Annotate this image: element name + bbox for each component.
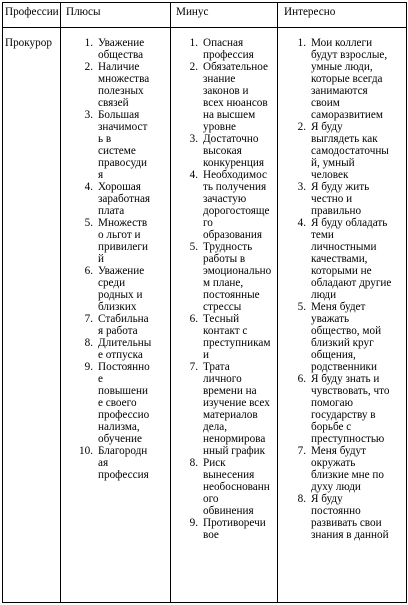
list-item-text: [311, 181, 406, 217]
list-item-line: эмоционально: [203, 265, 272, 277]
list-item-line: выглядеть как: [311, 133, 378, 145]
list-item-number: 6.: [189, 313, 198, 325]
list-item-line: дела,: [203, 421, 228, 433]
list-item-line: близкий круг: [311, 337, 374, 349]
list-item-line: привилеги: [98, 241, 148, 253]
list-item-number: 7.: [297, 445, 306, 457]
list-item-text: [98, 265, 170, 313]
list-item: [278, 217, 406, 301]
list-item-number: 8.: [189, 457, 198, 469]
professions-table: [2, 2, 407, 603]
list-item-line: е отпуска: [98, 349, 143, 361]
list-item-line: множества: [98, 73, 150, 85]
list-item-line: я: [98, 169, 104, 181]
list-item: [278, 373, 406, 445]
list-item-line: государству в: [311, 409, 376, 421]
list-item-line: Уважение: [98, 265, 145, 277]
list-item: [171, 61, 277, 133]
plus-list: [61, 37, 170, 481]
list-item-number: 6.: [84, 265, 93, 277]
list-item-text: [311, 445, 406, 493]
list-item-line: е своего: [98, 397, 137, 409]
list-item-line: Опасная: [203, 37, 244, 49]
list-item: [61, 337, 170, 361]
list-item-line: уровне: [203, 121, 237, 133]
list-item-number: 2.: [297, 121, 306, 133]
list-item-number: 10.: [79, 445, 93, 457]
list-item: [61, 37, 170, 61]
list-item-text: [98, 61, 170, 109]
list-item-line: вое: [203, 529, 219, 541]
list-item-line: необоснованн: [203, 481, 270, 493]
list-item: [171, 361, 277, 457]
list-item-line: Достаточно: [203, 133, 259, 145]
list-item-line: Стабильна: [98, 313, 149, 325]
list-item-text: [311, 217, 406, 301]
list-item: [278, 121, 406, 181]
list-item-line: родственники: [311, 361, 377, 373]
list-item-line: обладают другие: [311, 277, 392, 289]
list-item: [61, 361, 170, 445]
list-item-text: [203, 457, 277, 517]
list-item-line: дорогостояще: [203, 205, 270, 217]
list-item-line: будут взрослые,: [311, 49, 388, 61]
list-item-line: уважать: [311, 313, 350, 325]
list-item-text: [311, 373, 406, 445]
list-item-line: й, умный: [311, 157, 355, 169]
list-item-line: постоянные: [203, 289, 260, 301]
list-item-line: человек: [311, 169, 349, 181]
list-item-line: й: [98, 253, 104, 265]
list-item-line: общества: [98, 49, 144, 61]
list-item-text: [203, 37, 277, 61]
list-item-line: ненормирова: [203, 433, 266, 445]
list-item-line: материалов: [203, 409, 258, 421]
list-item-line: честно и: [311, 193, 353, 205]
list-item-line: системе: [98, 145, 136, 157]
list-item-number: 5.: [189, 241, 198, 253]
header-minus: Минус: [171, 3, 278, 28]
list-item-line: я работа: [98, 325, 138, 337]
list-item-line: Я буду: [311, 493, 343, 505]
list-item-line: Меня будут: [311, 445, 367, 457]
list-item-line: люди: [311, 289, 337, 301]
list-item-line: полезных: [98, 85, 144, 97]
list-item-line: умные люди,: [311, 61, 373, 73]
list-item-number: 1.: [189, 37, 198, 49]
list-item: [61, 265, 170, 313]
list-item-line: Необходимос: [203, 169, 267, 181]
list-item-line: личностными: [311, 241, 377, 253]
list-item-line: Трата: [203, 361, 230, 373]
list-item-line: Мои коллеги: [311, 37, 373, 49]
list-item-line: Большая: [98, 109, 140, 121]
list-item-text: [98, 109, 170, 181]
list-item-number: 3.: [84, 109, 93, 121]
list-item-number: 5.: [84, 217, 93, 229]
list-item-line: окружать: [311, 457, 356, 469]
list-item-text: [311, 37, 406, 121]
list-item-line: самодостаточны: [311, 145, 389, 157]
list-item: [61, 445, 170, 481]
list-item-line: и: [203, 349, 209, 361]
list-item-line: изучение всех: [203, 397, 270, 409]
list-item-line: ая: [98, 457, 109, 469]
list-item: [278, 301, 406, 373]
list-item-line: обвинения: [203, 505, 254, 517]
list-item-number: 4.: [189, 169, 198, 181]
list-item-line: законов и: [203, 85, 249, 97]
list-item-line: нализма,: [98, 421, 140, 433]
list-item-number: 9.: [84, 361, 93, 373]
list-item: [171, 313, 277, 361]
list-item-line: постоянно: [311, 505, 361, 517]
list-item-line: о льгот и: [98, 229, 141, 241]
list-item-text: [98, 181, 170, 217]
list-item-line: Меня будет: [311, 301, 366, 313]
list-item: [171, 133, 277, 169]
list-item: [171, 169, 277, 241]
list-item-number: 3.: [189, 133, 198, 145]
list-item-line: го: [203, 217, 213, 229]
list-item-number: 8.: [84, 337, 93, 349]
list-item-number: 6.: [297, 373, 306, 385]
profession-cell: Прокурор: [3, 28, 61, 603]
list-item-number: 1.: [84, 37, 93, 49]
list-item-line: саморазвитием: [311, 109, 383, 121]
list-item-line: времени на: [203, 385, 257, 397]
list-item-line: знание: [203, 73, 236, 85]
list-item-line: качествами,: [311, 253, 368, 265]
list-item-line: работы в: [203, 253, 246, 265]
list-item-line: Хорошая: [98, 181, 141, 193]
list-item-line: чувствовать, что: [311, 385, 390, 397]
list-item-text: [311, 493, 406, 541]
list-item-line: своим: [311, 97, 340, 109]
interesting-cell: [278, 28, 407, 603]
list-item-line: ь в: [98, 133, 112, 145]
list-item-line: личного: [203, 373, 242, 385]
list-item-line: преступностью: [311, 433, 385, 445]
list-item-line: теми: [311, 229, 334, 241]
list-item-line: Длительны: [98, 337, 152, 349]
list-item-number: 7.: [189, 361, 198, 373]
header-plus: Плюсы: [61, 3, 171, 28]
list-item-number: 8.: [297, 493, 306, 505]
list-item-number: 4.: [297, 217, 306, 229]
list-item-line: правильно: [311, 205, 362, 217]
list-item-line: всех нюансов: [203, 97, 268, 109]
list-item: [61, 217, 170, 265]
list-item-line: общество, мой: [311, 325, 382, 337]
list-item-line: профессио: [98, 409, 150, 421]
list-item-line: образования: [203, 229, 263, 241]
list-item-line: Благородн: [98, 445, 148, 457]
list-item-line: Трудность: [203, 241, 253, 253]
minus-cell: [171, 28, 278, 603]
list-item-number: 5.: [297, 301, 306, 313]
list-item-number: 4.: [84, 181, 93, 193]
list-item: [278, 445, 406, 493]
list-item-text: [98, 361, 170, 445]
list-item-line: Риск: [203, 457, 226, 469]
list-item-number: 3.: [297, 181, 306, 193]
list-item-number: 1.: [297, 37, 306, 49]
plus-cell: [61, 28, 171, 603]
list-item-line: Я буду знать и: [311, 373, 380, 385]
list-item: [171, 457, 277, 517]
list-item-line: ого: [203, 493, 219, 505]
header-interesting: Интересно: [278, 3, 407, 28]
list-item-line: Обязательное: [203, 61, 268, 73]
list-item-text: [311, 121, 406, 181]
list-item-line: близких: [98, 301, 137, 313]
list-item-line: развивать свои: [311, 517, 382, 529]
list-item: [278, 37, 406, 121]
list-item-line: конкуренция: [203, 157, 264, 169]
list-item-line: родных и: [98, 289, 143, 301]
list-item-text: [203, 313, 277, 361]
list-item-text: [98, 337, 170, 361]
list-item-number: 7.: [84, 313, 93, 325]
header-professions: Профессии: [3, 3, 61, 28]
list-item-line: высокая: [203, 145, 242, 157]
list-item-text: [203, 133, 277, 169]
minus-list: [171, 37, 277, 541]
list-item-line: ть получения: [203, 181, 267, 193]
list-item-line: помогаю: [311, 397, 353, 409]
list-item-line: стрессы: [203, 301, 242, 313]
list-item-line: Противоречи: [203, 517, 266, 529]
list-item-line: Наличие: [98, 61, 140, 73]
list-item-line: духу люди: [311, 481, 361, 493]
list-item-number: 2.: [84, 61, 93, 73]
list-item-line: Я буду: [311, 121, 343, 133]
list-item: [171, 241, 277, 313]
list-item-line: заработная: [98, 193, 151, 205]
list-item-line: занимаются: [311, 85, 368, 97]
list-item-line: Множеств: [98, 217, 148, 229]
list-item-line: Тесный: [203, 313, 240, 325]
list-item-text: [98, 37, 170, 61]
list-item: [61, 181, 170, 217]
list-item-line: нный график: [203, 445, 266, 457]
list-item-text: [203, 241, 277, 313]
list-item-text: [203, 169, 277, 241]
list-item-line: м плане,: [203, 277, 244, 289]
list-item-line: е: [98, 373, 103, 385]
list-item: [171, 517, 277, 541]
list-item-text: [203, 517, 277, 541]
list-item-line: правосуди: [98, 157, 148, 169]
list-item-line: преступникам: [203, 337, 271, 349]
list-item-text: [203, 361, 277, 457]
list-item-line: которые всегда: [311, 73, 383, 85]
list-item-line: вынесения: [203, 469, 255, 481]
list-item: [61, 109, 170, 181]
table-row: [3, 28, 407, 603]
list-item-line: профессия: [203, 49, 254, 61]
list-item-line: близкие мне по: [311, 469, 384, 481]
list-item-line: Я буду жить: [311, 181, 370, 193]
list-item-number: 9.: [189, 517, 198, 529]
interesting-list: [278, 37, 406, 541]
list-item-line: борьбе с: [311, 421, 352, 433]
header-row: [3, 3, 407, 28]
list-item-number: 2.: [189, 61, 198, 73]
list-item-line: на высшем: [203, 109, 256, 121]
list-item-text: [98, 445, 170, 481]
list-item-line: обучение: [98, 433, 142, 445]
list-item-line: связей: [98, 97, 129, 109]
list-item-line: Уважение: [98, 37, 145, 49]
list-item-line: Постоянно: [98, 361, 150, 373]
list-item-line: профессия: [98, 469, 149, 481]
list-item-line: плата: [98, 205, 125, 217]
list-item-line: повышени: [98, 385, 148, 397]
list-item-line: контакт с: [203, 325, 248, 337]
list-item-line: зачастую: [203, 193, 247, 205]
list-item: [171, 37, 277, 61]
list-item: [278, 493, 406, 541]
list-item: [61, 61, 170, 109]
list-item-text: [203, 61, 277, 133]
list-item-text: [98, 217, 170, 265]
list-item-line: значимост: [98, 121, 148, 133]
list-item-text: [98, 313, 170, 337]
list-item: [61, 313, 170, 337]
list-item-line: среди: [98, 277, 126, 289]
list-item-text: [311, 301, 406, 373]
list-item-line: которыми не: [311, 265, 372, 277]
list-item-line: общения,: [311, 349, 356, 361]
list-item-line: знания в данной: [311, 529, 389, 541]
list-item-line: Я буду обладать: [311, 217, 388, 229]
list-item: [278, 181, 406, 217]
